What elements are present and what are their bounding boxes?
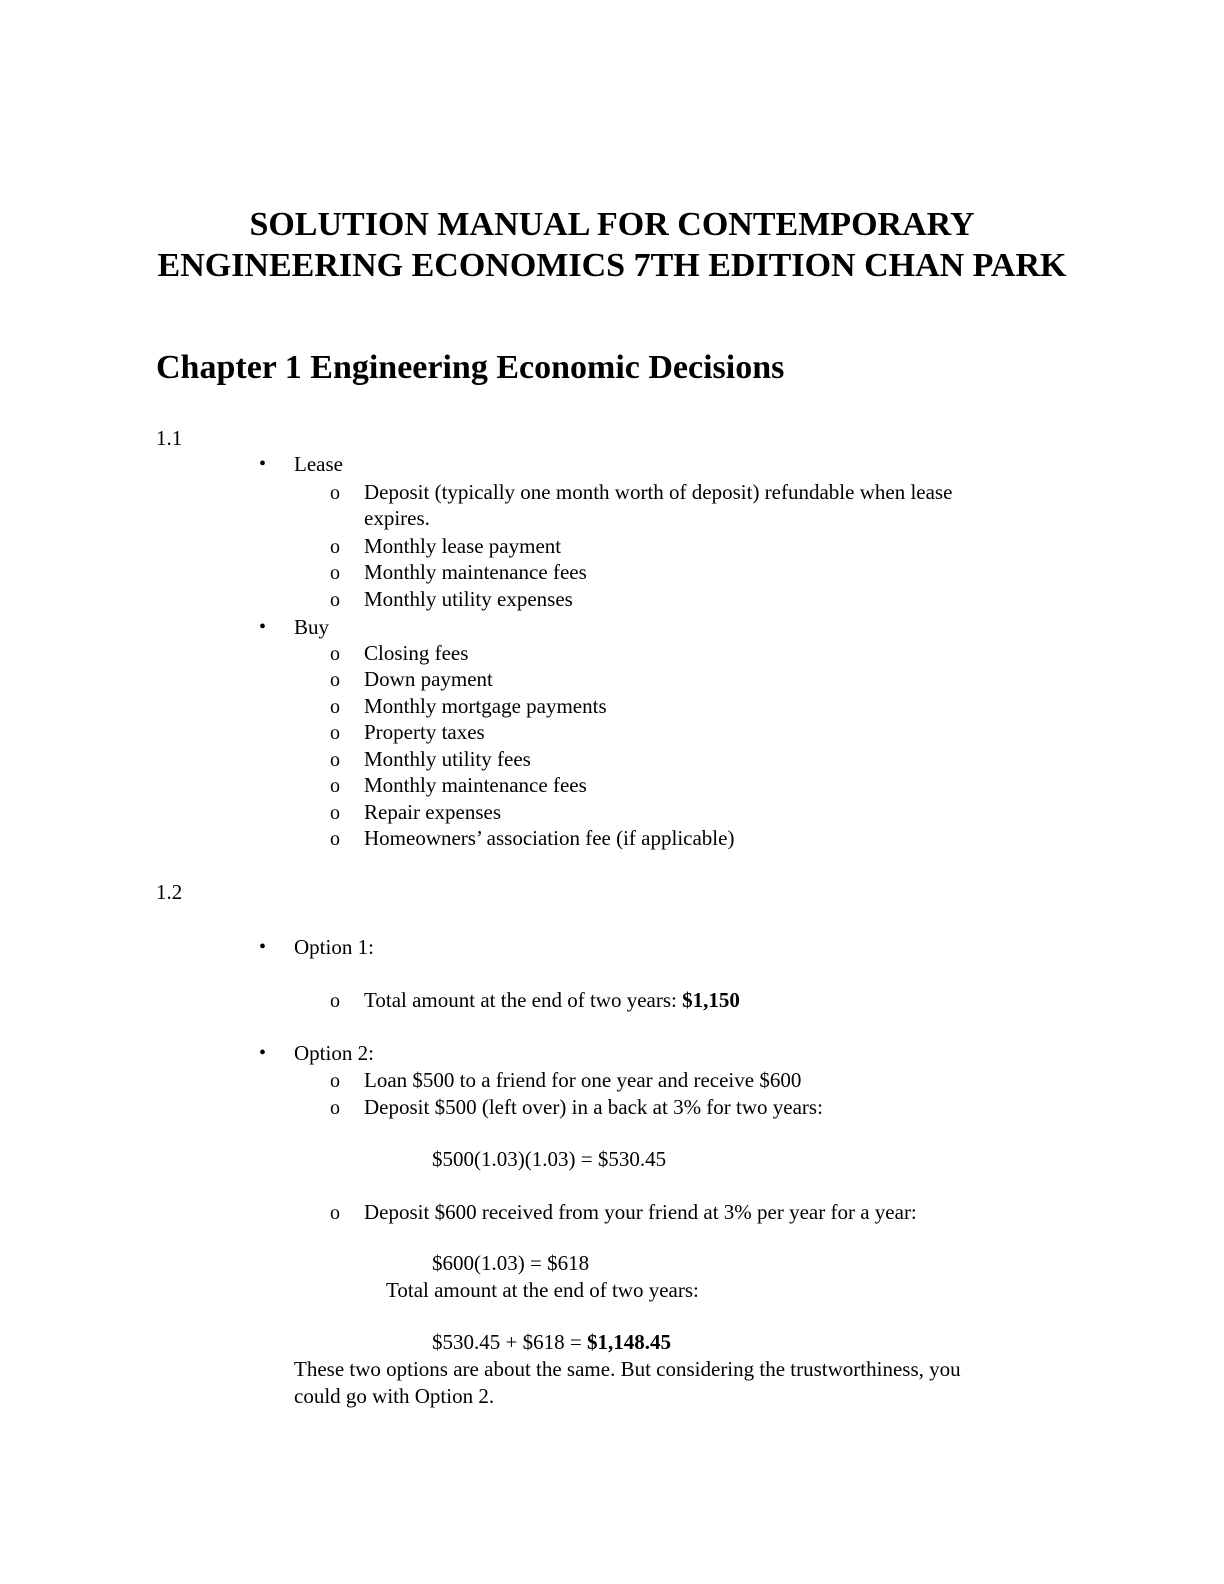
calculation-2: $600(1.03) = $618 [432, 1251, 590, 1275]
problem-number-1-1: 1.1 [156, 426, 183, 450]
option-2-deposit-left-over: Deposit $500 (left over) in a back at 3% for two years: [364, 1095, 823, 1119]
conclusion-line-1: These two options are about the same. But considering the trustworthiness, you [294, 1357, 961, 1381]
lease-item: Monthly lease payment [364, 534, 562, 558]
circle-bullet-icon: o [330, 749, 340, 771]
lease-item: Monthly maintenance fees [364, 560, 587, 584]
lease-item: Deposit (typically one month worth of deposit) refundable when lease [364, 480, 953, 504]
bullet-buy: Buy [294, 615, 330, 639]
bullet-icon: • [259, 453, 267, 475]
calculation-1: $500(1.03)(1.03) = $530.45 [432, 1147, 667, 1171]
buy-item: Down payment [364, 667, 493, 691]
circle-bullet-icon: o [330, 696, 340, 718]
document-title-line-1: SOLUTION MANUAL FOR CONTEMPORARY [249, 206, 975, 243]
circle-bullet-icon: o [330, 1202, 340, 1224]
document-title-line-2: ENGINEERING ECONOMICS 7TH EDITION CHAN PARK [157, 247, 1067, 284]
circle-bullet-icon: o [330, 536, 340, 558]
bullet-icon: • [259, 1042, 267, 1064]
circle-bullet-icon: o [330, 722, 340, 744]
circle-bullet-icon: o [330, 669, 340, 691]
buy-item: Monthly mortgage payments [364, 694, 607, 718]
buy-item: Monthly maintenance fees [364, 773, 587, 797]
lease-item: Monthly utility expenses [364, 587, 573, 611]
buy-item: Repair expenses [364, 800, 502, 824]
bullet-lease: Lease [294, 452, 343, 476]
circle-bullet-icon: o [330, 1097, 340, 1119]
conclusion-line-2: could go with Option 2. [294, 1384, 495, 1408]
lease-item-continuation: expires. [364, 506, 430, 530]
circle-bullet-icon: o [330, 589, 340, 611]
circle-bullet-icon: o [330, 990, 340, 1012]
calculation-3: $530.45 + $618 = $1,148.45 [432, 1330, 671, 1354]
circle-bullet-icon: o [330, 482, 340, 504]
option-2-total-value: $1,148.45 [586, 1330, 671, 1354]
buy-item: Homeowners’ association fee (if applicable) [364, 826, 735, 850]
bullet-option-2: Option 2: [294, 1041, 374, 1065]
bullet-option-1: Option 1: [294, 935, 374, 959]
circle-bullet-icon: o [330, 802, 340, 824]
circle-bullet-icon: o [330, 775, 340, 797]
bullet-icon: • [259, 936, 267, 958]
bullet-icon: • [259, 616, 267, 638]
buy-item: Property taxes [364, 720, 485, 744]
option-2-loan: Loan $500 to a friend for one year and receive $600 [364, 1068, 802, 1092]
problem-number-1-2: 1.2 [156, 880, 183, 904]
chapter-heading: Chapter 1 Engineering Economic Decisions [156, 349, 785, 386]
buy-item: Monthly utility fees [364, 747, 531, 771]
circle-bullet-icon: o [330, 643, 340, 665]
option-2-deposit-from-friend: Deposit $600 received from your friend at 3% per year for a year: [364, 1200, 917, 1224]
buy-item: Closing fees [364, 641, 469, 665]
option-1-total-value: $1,150 [682, 988, 740, 1012]
option-1-total: Total amount at the end of two years: $1,150 [364, 988, 740, 1012]
circle-bullet-icon: o [330, 828, 340, 850]
circle-bullet-icon: o [330, 562, 340, 584]
circle-bullet-icon: o [330, 1070, 340, 1092]
option-2-total-label: Total amount at the end of two years: [386, 1278, 699, 1302]
